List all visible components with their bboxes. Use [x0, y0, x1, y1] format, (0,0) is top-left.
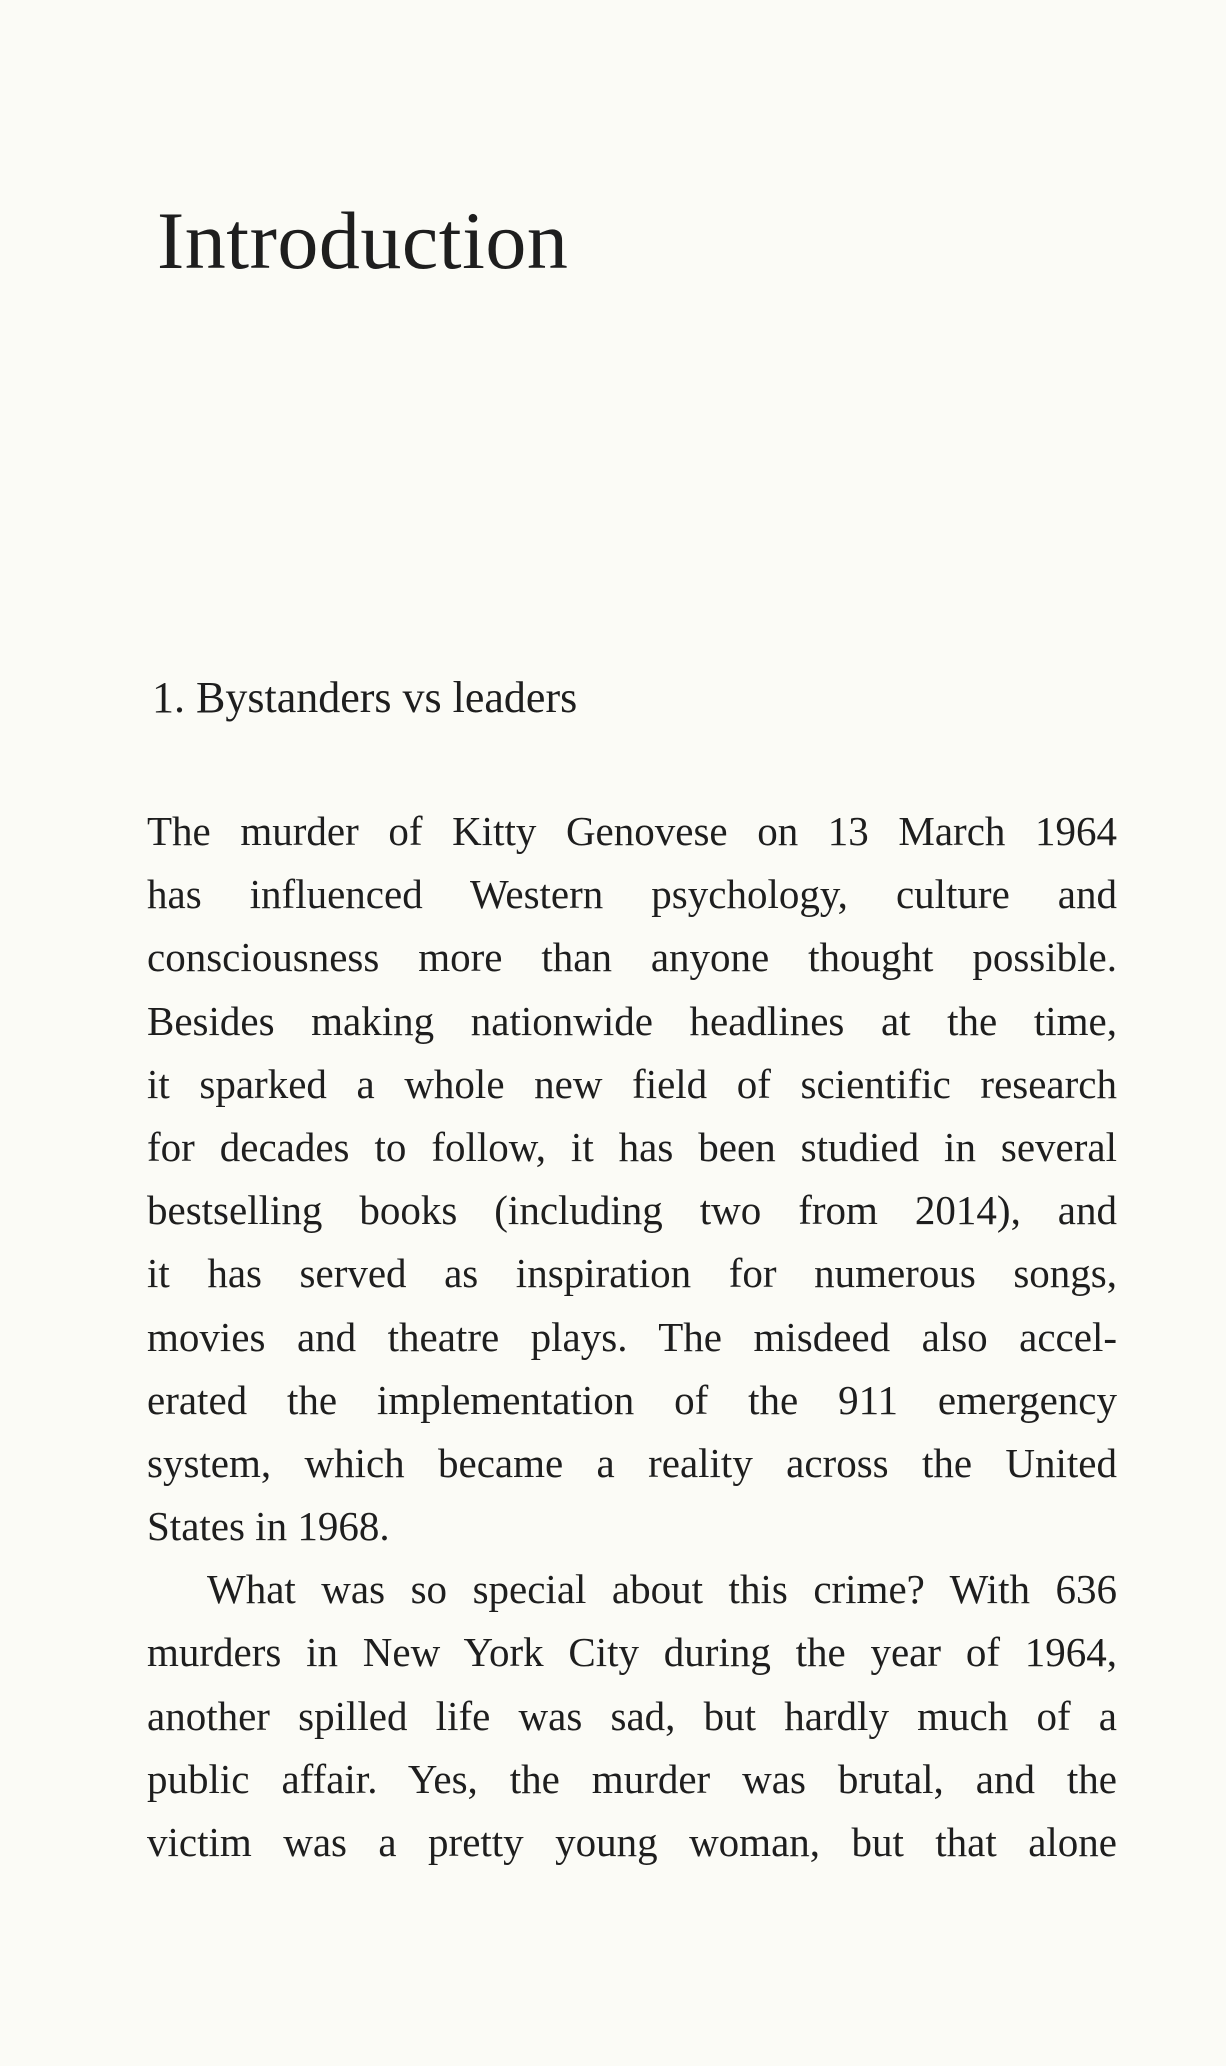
text-line: victim was a pretty young woman, but that alone	[147, 1819, 1117, 1865]
paragraph-2	[147, 1558, 1117, 1874]
text-line: What was so special about this crime? With 636	[207, 1566, 1117, 1613]
text-line: it has served as inspiration for numerous songs,	[147, 1250, 1117, 1297]
text-line: movies and theatre plays. The misdeed also accel-	[147, 1313, 1117, 1360]
text-line: for decades to follow, it has been studied in several	[147, 1123, 1117, 1170]
text-line: consciousness more than anyone thought possible.	[147, 934, 1117, 981]
text-line: bestselling books (including two from 2014), and	[147, 1187, 1117, 1234]
text-line: The murder of Kitty Genovese on 13 March 1964	[147, 808, 1117, 854]
text-line: murders in New York City during the year of 1964,	[147, 1629, 1117, 1676]
body-text	[147, 800, 1117, 1874]
text-line: States in 1968.	[147, 1503, 390, 1550]
text-line: has influenced Western psychology, culture and	[147, 871, 1117, 918]
text-line: Besides making nationwide headlines at the time,	[147, 997, 1117, 1044]
text-line: system, which became a reality across the United	[147, 1439, 1117, 1486]
text-line: it sparked a whole new field of scientific research	[147, 1060, 1117, 1107]
text-line: erated the implementation of the 911 emergency	[147, 1376, 1117, 1423]
chapter-title: Introduction	[157, 195, 569, 286]
text-line: public affair. Yes, the murder was brutal, and the	[147, 1755, 1117, 1802]
section-heading: 1. Bystanders vs leaders	[152, 673, 578, 722]
paragraph-1	[147, 800, 1117, 1558]
text-line: another spilled life was sad, but hardly much of a	[147, 1692, 1117, 1739]
